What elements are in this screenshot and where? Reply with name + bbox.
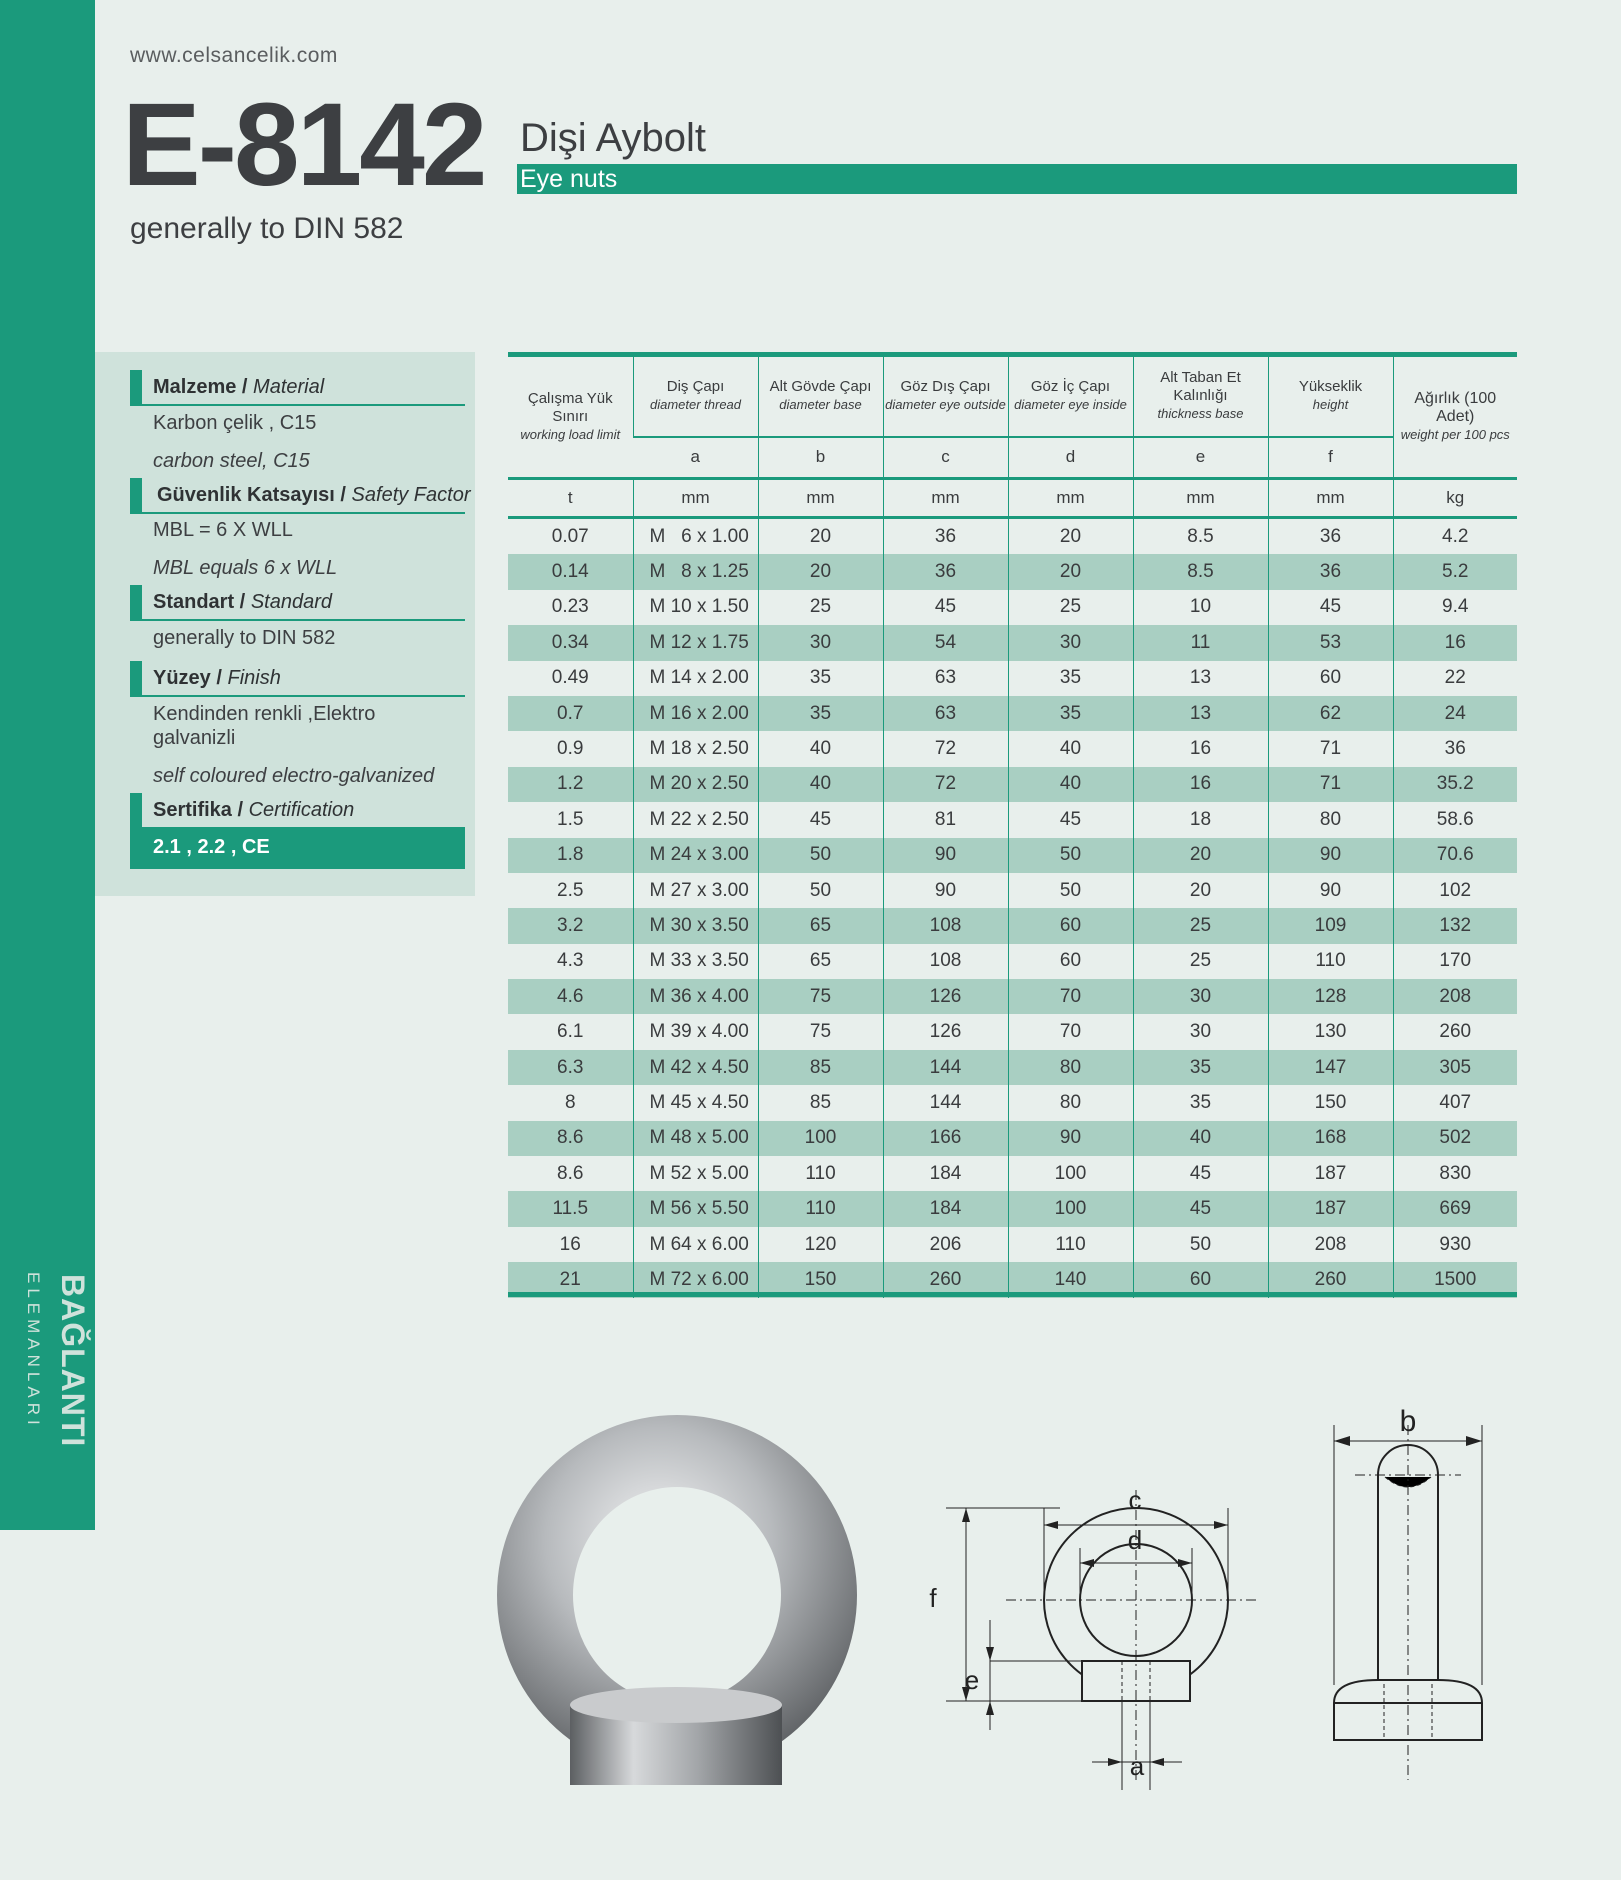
table-cell: 1.5 [557,808,584,830]
table-cell: 60 [1133,1262,1268,1297]
table-cell: 0.14 [508,554,633,589]
table-cell: 36 [1268,518,1393,555]
table-cell: M 64 x 6.00 [633,1227,758,1262]
table-cell: 30 [1133,979,1268,1014]
front-view-drawing [910,1395,1270,1795]
table-cell: 3.2 [508,908,633,943]
table-cell: 45 [1133,1156,1268,1191]
table-cell: 80 [1268,802,1393,837]
table-cell: 50 [758,873,883,908]
spec-material-value-en: carbon steel, C15 [153,450,310,472]
table-cell: 187 [1268,1156,1393,1191]
table-row [508,518,1517,555]
table-cell: 0.9 [557,738,584,760]
unit-c: mm [883,479,1008,518]
table-cell: 16 [559,1233,581,1255]
table-cell: 58.6 [1393,802,1517,837]
spec-safety-header: Güvenlik Katsayısı / Safety Factor [130,478,465,514]
spec-finish-value-en: self coloured electro-galvanized [153,765,435,787]
table-cell: 110 [1268,944,1393,979]
table-cell: 65 [758,908,883,943]
table-cell: 35 [758,661,883,696]
label-c: c [1128,1485,1142,1515]
spec-material-value-tr: Karbon çelik , C15 [153,412,317,434]
table-cell: 75 [758,979,883,1014]
spec-safety-value-tr: MBL = 6 X WLL [153,519,293,541]
table-cell: 4.2 [1393,518,1517,555]
table-row [508,1227,1517,1262]
table-cell: 90 [883,873,1008,908]
table-row [508,1121,1517,1156]
header-letter-b: b [758,437,883,479]
table-cell: 126 [883,1014,1008,1049]
table-cell: 260 [1268,1262,1393,1297]
table-cell: 150 [758,1262,883,1297]
table-cell: 305 [1393,1050,1517,1085]
table-cell: 170 [1393,944,1517,979]
table-cell: M 45 x 4.50 [633,1085,758,1120]
table-cell: 36 [1268,554,1393,589]
table-cell: 0.49 [551,667,589,689]
table-cell: 40 [1133,1121,1268,1156]
label-a: a [1129,1751,1145,1781]
vertical-text-baglanti: BAĞLANTI [55,1274,91,1448]
product-title-en: Eye nuts [520,165,618,193]
table-cell: 85 [758,1050,883,1085]
table-cell: 147 [1268,1050,1393,1085]
table-cell: 72 [883,731,1008,766]
table-row [508,696,1517,731]
table-cell: 8.6 [557,1162,584,1184]
spec-standard-value: generally to DIN 582 [153,627,336,649]
table-cell: 8.5 [1133,518,1268,555]
table-cell: 81 [883,802,1008,837]
table-cell: 70.6 [1393,838,1517,873]
table-cell: 11.5 [508,1191,633,1226]
table-cell: M 6 x 1.00 [633,518,758,555]
table-cell: 90 [1008,1121,1133,1156]
product-subtitle: generally to DIN 582 [130,212,404,245]
table-cell: 208 [1268,1227,1393,1262]
table-cell: 21 [508,1262,633,1297]
table-cell: 0.7 [508,696,633,731]
table-cell: 80 [1008,1085,1133,1120]
table-cell: 108 [883,944,1008,979]
unit-e: mm [1133,479,1268,518]
table-cell: 50 [1133,1227,1268,1262]
table-cell: 90 [1268,873,1393,908]
table-cell: 53 [1268,625,1393,660]
table-cell: 90 [1268,838,1393,873]
table-cell: 35 [1008,696,1133,731]
table-cell: 10 [1133,590,1268,625]
table-cell: M 20 x 2.50 [633,767,758,802]
table-cell: 80 [1008,1050,1133,1085]
table-cell: 11 [1133,625,1268,660]
table-row [508,731,1517,766]
table-cell: 130 [1268,1014,1393,1049]
table-cell: 50 [758,838,883,873]
table-cell: 30 [1133,1014,1268,1049]
header-height: Yükseklik height [1268,352,1393,437]
table-cell: 8.5 [1133,554,1268,589]
table-cell: 166 [883,1121,1008,1156]
table-cell: M 10 x 1.50 [633,590,758,625]
table-cell: 100 [1008,1191,1133,1226]
table-cell: M 8 x 1.25 [633,554,758,589]
label-e: e [964,1665,980,1695]
table-row [508,554,1517,589]
table-cell: 65 [758,944,883,979]
table-cell: 260 [1393,1014,1517,1049]
table-cell: M 39 x 4.00 [633,1014,758,1049]
table-cell: M 16 x 2.00 [633,696,758,731]
table-cell: 16 [1393,625,1517,660]
table-cell: 0.07 [551,525,589,547]
table-cell: M 22 x 2.50 [633,802,758,837]
table-cell: 71 [1268,731,1393,766]
sidebar-band [0,0,95,1530]
table-cell: 75 [758,1014,883,1049]
table-row [508,802,1517,837]
header-wll: Çalışma Yük Sınırı working load limit [520,390,621,442]
header-letter-f: f [1268,437,1393,479]
table-cell: 144 [883,1050,1008,1085]
header-base-diameter: Alt Gövde Çapı diameter base [758,352,883,437]
table-cell: 25 [1133,908,1268,943]
table-cell: 40 [758,767,883,802]
table-row [508,1191,1517,1226]
table-cell: M 12 x 1.75 [633,625,758,660]
table-cell: 85 [758,1085,883,1120]
table-cell: 144 [883,1085,1008,1120]
table-cell: 2.5 [557,879,584,901]
table-body [508,518,1517,1298]
eye-nut-photo [490,1405,870,1785]
table-cell: M 14 x 2.00 [633,661,758,696]
table-cell: 36 [883,518,1008,555]
table-cell: 100 [1008,1156,1133,1191]
table-cell: 35 [758,696,883,731]
table-cell: 20 [1133,838,1268,873]
table-cell: 930 [1393,1227,1517,1262]
table-cell: 407 [1393,1085,1517,1120]
title-band [517,164,1517,194]
unit-kg: kg [1393,479,1517,518]
table-cell: M 56 x 5.50 [633,1191,758,1226]
table-cell: M 48 x 5.00 [633,1121,758,1156]
table-cell: 45 [883,590,1008,625]
table-cell: 60 [1008,944,1133,979]
table-cell: 8.6 [508,1121,633,1156]
table-cell: 16 [1133,731,1268,766]
table-row [508,661,1517,696]
table-cell: 36 [1393,731,1517,766]
label-b: b [1399,1405,1417,1438]
table-cell: 13 [1133,661,1268,696]
table-cell: 40 [758,731,883,766]
table-cell: 6.3 [508,1050,633,1085]
table-cell: 60 [1008,908,1133,943]
table-cell: 9.4 [1393,590,1517,625]
table-row [508,908,1517,943]
spec-material-header: Malzeme / Material [130,370,465,406]
table-cell: 50 [1008,838,1133,873]
table-cell: 20 [758,554,883,589]
table-cell: 63 [883,696,1008,731]
table-cell: 40 [1008,767,1133,802]
product-code: E-8142 [122,79,485,211]
table-cell: 70 [1008,1014,1133,1049]
table-cell: 20 [1133,873,1268,908]
table-cell: M 33 x 3.50 [633,944,758,979]
product-title-tr: Dişi Aybolt [520,116,707,160]
table-cell: 502 [1393,1121,1517,1156]
header-thickness: Alt Taban Et Kalınlığı thickness base [1133,352,1268,437]
table-bottom-rule [508,1292,1517,1297]
table-cell: 35 [1133,1085,1268,1120]
table-cell: 260 [883,1262,1008,1297]
table-cell: 184 [883,1156,1008,1191]
header-letter-c: c [883,437,1008,479]
table-cell: 1500 [1393,1262,1517,1297]
spec-finish-header: Yüzey / Finish [130,661,465,697]
table-cell: 187 [1268,1191,1393,1226]
label-d: d [1127,1525,1143,1555]
table-row [508,1085,1517,1120]
table-cell: 4.6 [508,979,633,1014]
table-cell: 140 [1008,1262,1133,1297]
table-cell: 63 [883,661,1008,696]
unit-b: mm [758,479,883,518]
table-cell: 40 [1008,731,1133,766]
table-row [508,944,1517,979]
table-cell: 20 [1008,518,1133,555]
table-cell: 45 [1008,802,1133,837]
table-cell: 6.1 [557,1021,584,1043]
table-row [508,767,1517,802]
certification-value: 2.1 , 2.2 , CE [153,836,270,858]
table-cell: 102 [1393,873,1517,908]
table-cell: M 30 x 3.50 [633,908,758,943]
table-cell: 36 [883,554,1008,589]
side-view-drawing [1315,1405,1515,1785]
spec-finish-value-tr: Kendinden renkli ,Elektro galvanizli [153,703,376,749]
table-cell: 110 [758,1191,883,1226]
table-cell: 184 [883,1191,1008,1226]
table-cell: 25 [758,590,883,625]
table-cell: 1.2 [508,767,633,802]
table-cell: 5.2 [1393,554,1517,589]
header-letter-d: d [1008,437,1133,479]
table-cell: 50 [1008,873,1133,908]
header-weight: Ağırlık (100 Adet) weight per 100 pcs [1393,352,1517,479]
header-thread: Diş Çapı diameter thread [633,352,758,437]
table-cell: 35.2 [1393,767,1517,802]
table-row [508,1050,1517,1085]
header-letter-e: e [1133,437,1268,479]
table-cell: 150 [1268,1085,1393,1120]
spec-table [508,352,1517,1298]
table-cell: 830 [1393,1156,1517,1191]
table-cell: M 24 x 3.00 [633,838,758,873]
table-cell: 13 [1133,696,1268,731]
header-letter-a: a [633,437,758,479]
table-cell: 110 [1008,1227,1133,1262]
header-eye-inside: Göz İç Çapı diameter eye inside [1008,352,1133,437]
table-cell: 20 [758,518,883,555]
table-cell: 16 [1133,767,1268,802]
spec-certification-header: Sertifika / Certification [130,793,465,827]
table-row [508,979,1517,1014]
table-cell: 22 [1393,661,1517,696]
table-row [508,1014,1517,1049]
table-cell: 30 [758,625,883,660]
header-eye-outside: Göz Dış Çapı diameter eye outside [883,352,1008,437]
table-cell: 206 [883,1227,1008,1262]
spec-standard-header: Standart / Standard [130,585,465,621]
table-cell: 62 [1268,696,1393,731]
table-cell: 208 [1393,979,1517,1014]
table-cell: 71 [1268,767,1393,802]
website-url: www.celsancelik.com [130,44,338,67]
unit-f: mm [1268,479,1393,518]
table-cell: 25 [1133,944,1268,979]
vertical-text-elemanlari: ELEMANLARI [24,1272,43,1430]
table-cell: 4.3 [557,950,584,972]
table-cell: 35 [1008,661,1133,696]
table-cell: 30 [1008,625,1133,660]
table-cell: 669 [1393,1191,1517,1226]
table-cell: 120 [758,1227,883,1262]
table-cell: 108 [883,908,1008,943]
table-row [508,590,1517,625]
unit-d: mm [1008,479,1133,518]
table-cell: 20 [1008,554,1133,589]
table-cell: 24 [1393,696,1517,731]
table-cell: 54 [883,625,1008,660]
table-cell: 110 [758,1156,883,1191]
table-cell: M 42 x 4.50 [633,1050,758,1085]
table-cell: 18 [1133,802,1268,837]
table-row [508,873,1517,908]
table-cell: 126 [883,979,1008,1014]
spec-safety-value-en: MBL equals 6 x WLL [153,557,338,579]
table-cell: 45 [1268,590,1393,625]
table-cell: 45 [758,802,883,837]
table-cell: 90 [883,838,1008,873]
table-cell: 25 [1008,590,1133,625]
table-cell: 45 [1133,1191,1268,1226]
label-f: f [929,1583,937,1613]
table-cell: 109 [1268,908,1393,943]
table-cell: 168 [1268,1121,1393,1156]
table-cell: 35 [1133,1050,1268,1085]
table-cell: 1.8 [508,838,633,873]
table-cell: 132 [1393,908,1517,943]
table-cell: 70 [1008,979,1133,1014]
table-cell: M 18 x 2.50 [633,731,758,766]
table-cell: 8 [564,1091,576,1113]
unit-a: mm [633,479,758,518]
table-cell: M 36 x 4.00 [633,979,758,1014]
table-cell: M 27 x 3.00 [633,873,758,908]
unit-t: t [508,479,633,518]
table-row [508,625,1517,660]
table-cell: 0.34 [508,625,633,660]
table-cell: M 52 x 5.00 [633,1156,758,1191]
table-row [508,1156,1517,1191]
table-row [508,838,1517,873]
table-cell: 60 [1268,661,1393,696]
table-cell: 72 [883,767,1008,802]
sidebar-vertical-text [14,1270,91,1460]
table-cell: M 72 x 6.00 [633,1262,758,1297]
table-cell: 128 [1268,979,1393,1014]
table-cell: 100 [758,1121,883,1156]
table-cell: 0.23 [551,596,589,618]
